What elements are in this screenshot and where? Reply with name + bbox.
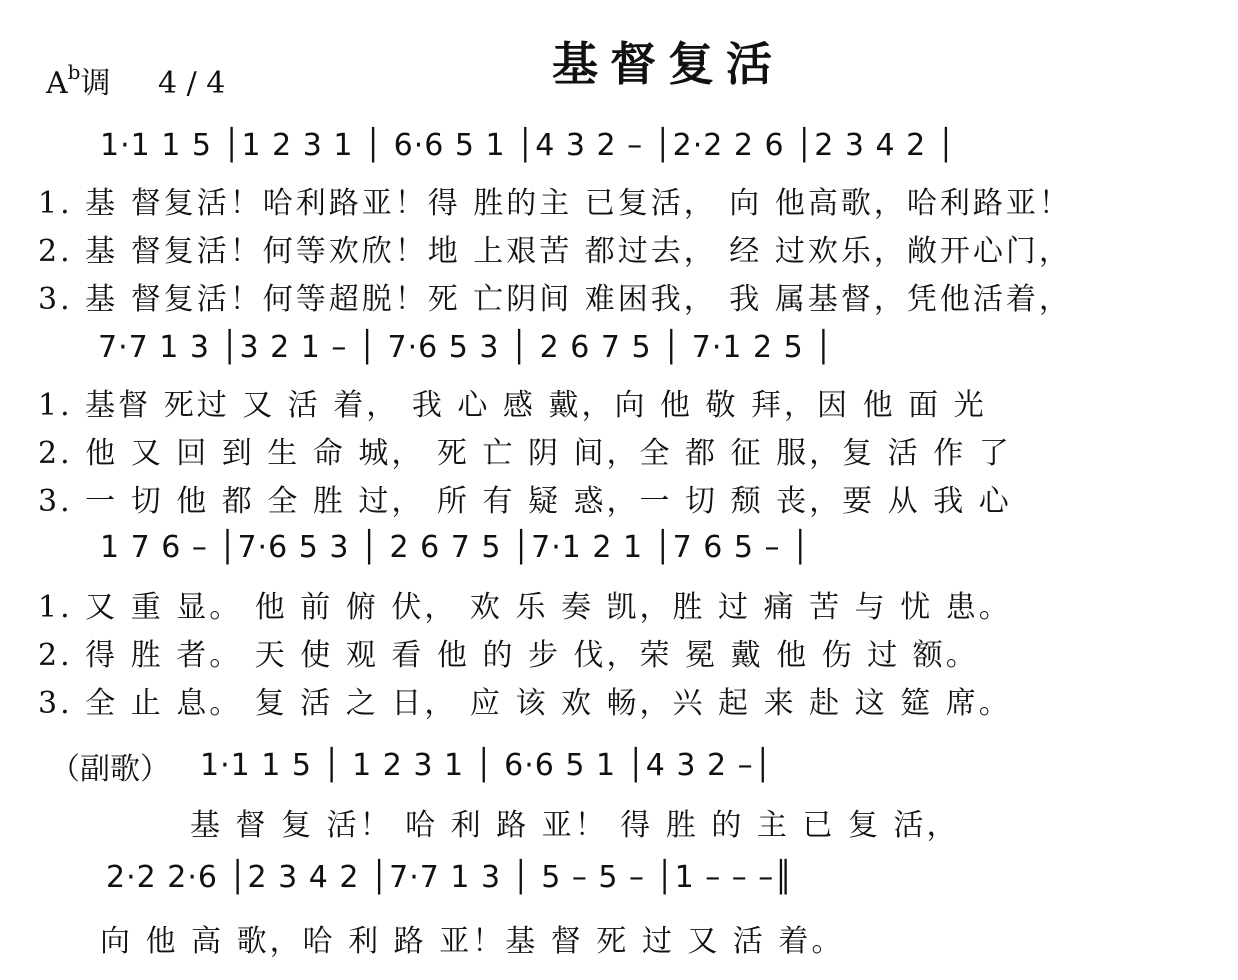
lyric-line-3-1: 1. 又 重 显。 他 前 俯 伏， 欢 乐 奏 凯，胜 过 痛 苦 与 忧 患。 [38, 590, 1012, 625]
lyric-line-1-2: 2. 基 督复活！何等欢欣！地 上艰苦 都过去， 经 过欢乐，敞开心门， [38, 234, 1072, 269]
notation-row-5: 2·2 2·6 │2 3 4 2 │7·7 1 3 │ 5 – 5 – │1 – – –║ [106, 860, 794, 895]
lyric-line-2-2: 2. 他 又 回 到 生 命 城， 死 亡 阴 间，全 都 征 服，复 活 作 了 [38, 436, 1012, 471]
lyric-line-4-1: 基 督 复 活！ 哈 利 路 亚！ 得 胜 的 主 已 复 活， [190, 808, 960, 843]
lyric-line-5-1: 向 他 高 歌，哈 利 路 亚！基 督 死 过 又 活 着。 [100, 924, 845, 959]
lyric-line-3-3: 3. 全 止 息。 复 活 之 日， 应 该 欢 畅，兴 起 来 赴 这 筵 席。 [38, 686, 1012, 721]
lyric-line-2-1: 1. 基督 死过 又 活 着， 我 心 感 戴，向 他 敬 拜，因 他 面 光 [38, 388, 987, 423]
lyric-line-1-1: 1. 基 督复活！哈利路亚！得 胜的主 已复活， 向 他高歌，哈利路亚！ [38, 186, 1072, 221]
key-base: A [46, 66, 68, 101]
song-title: 基督复活 [552, 37, 784, 91]
key-signature [46, 58, 225, 102]
notation-row-4: 1·1 1 5 │ 1 2 3 1 │ 6·6 5 1 │4 3 2 –│ [200, 748, 773, 783]
notation-row-1: 1·1 1 5 │1 2 3 1 │ 6·6 5 1 │4 3 2 – │2·2 2 6 │2 3 4 2 │ [100, 128, 956, 163]
key-flat: b [67, 60, 81, 84]
time-signature: 4 / 4 [158, 66, 226, 101]
notation-row-3: 1 7 6 – │7·6 5 3 │ 2 6 7 5 │7·1 2 1 │7 6 5 – │ [100, 530, 811, 565]
lyric-line-3-2: 2. 得 胜 者。 天 使 观 看 他 的 步 伐，荣 冕 戴 他 伤 过 额。 [38, 638, 979, 673]
lyric-line-2-3: 3. 一 切 他 都 全 胜 过， 所 有 疑 惑，一 切 颓 丧，要 从 我 心 [38, 484, 1012, 519]
notation-row-2: 7·7 1 3 │3 2 1 – │ 7·6 5 3 │ 2 6 7 5 │ 7·1 2 5 │ [98, 330, 834, 365]
lyric-line-1-3: 3. 基 督复活！何等超脱！死 亡阴间 难困我， 我 属基督，凭他活着， [38, 282, 1072, 317]
chorus-label: （副歌） [50, 752, 170, 787]
key-label: 调 [80, 66, 111, 101]
